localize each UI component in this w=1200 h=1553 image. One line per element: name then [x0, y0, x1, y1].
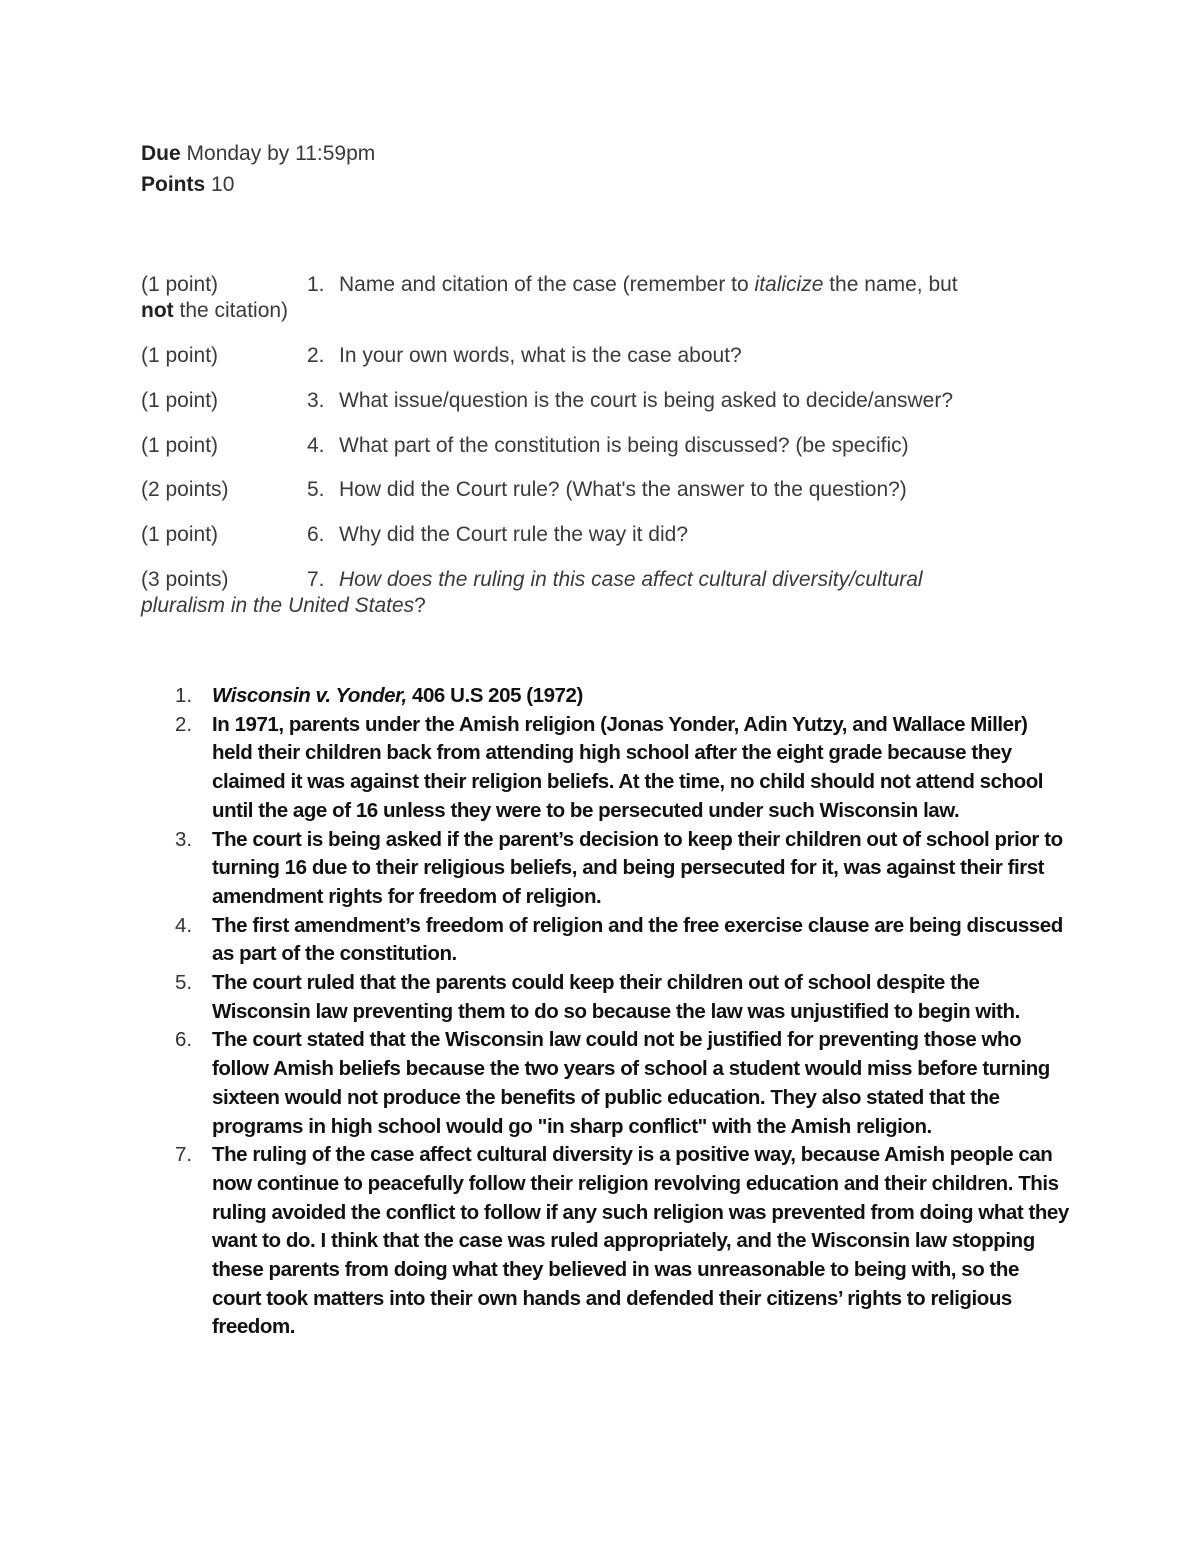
answer-text: The first amendment’s freedom of religion and the free exercise clause are being discussed as part of the constitution. [212, 913, 1063, 966]
question-text: What issue/question is the court is being asked to decide/answer? [339, 389, 954, 412]
answer-item [141, 826, 1071, 912]
answer-item [141, 1141, 1071, 1342]
question-points: (1 point) [141, 523, 219, 546]
question-number: 5. [307, 478, 325, 501]
due-label: Due [141, 142, 181, 165]
answer-text: The court stated that the Wisconsin law could not be justified for preventing those who follow Amish beliefs because the two years of school a student would miss before turning sixteen would not produce the benefits of public education. They also stated that the programs in high school would go "in sharp conflict" with the Amish religion. [212, 1028, 1050, 1138]
case-name: Wisconsin v. Yonder, [212, 684, 407, 707]
points-label: Points [141, 173, 206, 196]
points-value: 10 [211, 173, 235, 196]
question-number: 3. [307, 389, 325, 412]
answer-number: 3. [175, 827, 193, 851]
question-text: In your own words, what is the case about? [339, 344, 742, 367]
answer-item [141, 711, 1071, 826]
answer-number: 5. [175, 971, 193, 995]
answer-list [141, 682, 1071, 1342]
answer-text: The ruling of the case affect cultural diversity is a positive way, because Amish people can now continue to peacefully follow their religion revolving education and their children. This ruling avoided the conflict to follow if any such religion was prevented from doing what they want to do. I think that the case was ruled appropriately, and the Wisconsin law stopping these parents from doing what they believed in was unreasonable to being with, so the court took matters into their own hands and defended their citizens’ rights to religious freedom. [212, 1143, 1069, 1339]
case-citation: 406 U.S 205 (1972) [406, 684, 583, 707]
due-line [141, 142, 375, 166]
question-item [141, 522, 1041, 548]
question-points: (1 point) [141, 434, 219, 457]
question-points: (1 point) [141, 344, 219, 367]
question-text: Name and citation of the case (remember to italicize the name, but not the citation) [141, 273, 958, 322]
answer-number: 4. [175, 913, 193, 937]
question-item [141, 477, 1041, 503]
answer-item [141, 682, 1071, 711]
question-points: (1 point) [141, 389, 219, 412]
question-item [141, 272, 1041, 324]
answer-item [141, 969, 1071, 1026]
question-text: What part of the constitution is being discussed? (be specific) [339, 434, 909, 457]
question-number: 7. [307, 568, 325, 591]
answer-text: In 1971, parents under the Amish religion (Jonas Yonder, Adin Yutzy, and Wallace Miller) held their children back from attending high school after the eight grade because they claimed it was against their religion beliefs. At the time, no child should not attend school until the age of 16 unless they were to be persecuted under such Wisconsin law. [212, 712, 1044, 822]
question-item [141, 388, 1041, 414]
question-points: (2 points) [141, 478, 229, 501]
question-number: 4. [307, 434, 325, 457]
question-number: 1. [307, 273, 325, 296]
question-number: 6. [307, 523, 325, 546]
answer-number: 7. [175, 1143, 193, 1167]
answer-item [141, 1026, 1071, 1141]
answer-number: 2. [175, 712, 193, 736]
answer-number: 1. [175, 684, 193, 707]
due-value: Monday by 11:59pm [186, 142, 376, 165]
question-points: (3 points) [141, 568, 229, 591]
question-text: How did the Court rule? (What's the answer to the question?) [339, 478, 907, 501]
question-item [141, 433, 1041, 459]
question-text: Why did the Court rule the way it did? [339, 523, 689, 546]
answer-text: The court ruled that the parents could keep their children out of school despite the Wisconsin law preventing them to do so because the law was unjustified to begin with. [212, 971, 1020, 1023]
answer-number: 6. [175, 1028, 193, 1052]
question-points: (1 point) [141, 273, 219, 296]
question-text: How does the ruling in this case affect cultural diversity/cultural pluralism in the United States? [141, 568, 923, 617]
question-number: 2. [307, 344, 325, 367]
answer-text: The court is being asked if the parent’s decision to keep their children out of school prior to turning 16 due to their religious beliefs, and being persecuted for it, was against their first amendment rights for freedom of religion. [212, 827, 1063, 908]
question-item [141, 343, 1041, 369]
points-line [141, 173, 234, 197]
answer-item [141, 912, 1071, 969]
question-item [141, 567, 1001, 619]
